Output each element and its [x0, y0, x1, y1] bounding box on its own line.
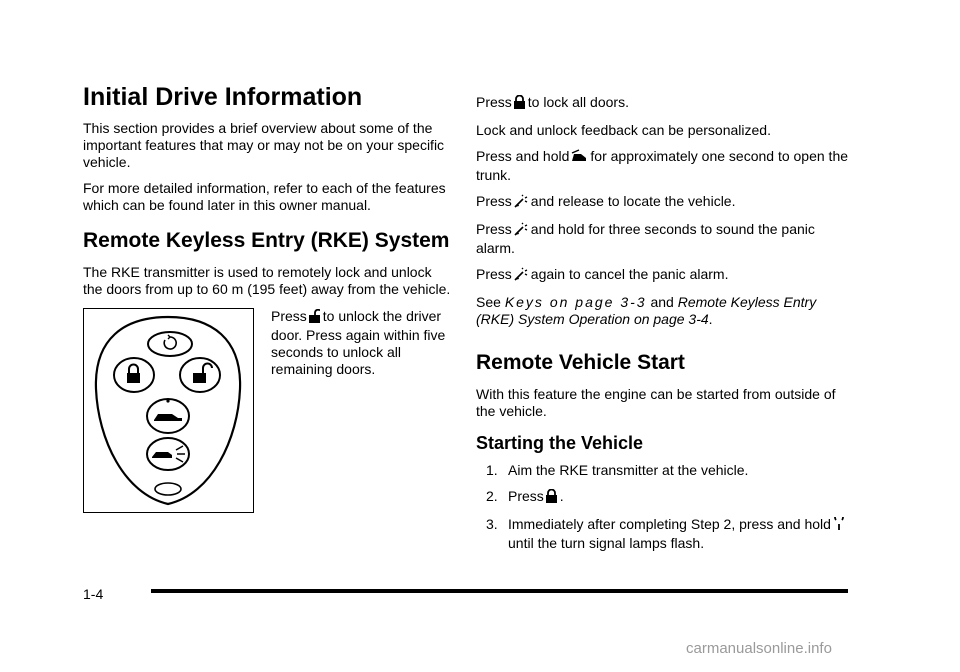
unlock-icon	[309, 309, 320, 327]
list-item: 1. Aim the RKE transmitter at the vehicle.	[486, 462, 749, 478]
lock-icon	[546, 489, 557, 507]
watermark: carmanualsonline.info	[686, 640, 832, 657]
rke-operation-link[interactable]: Remote Keyless Entry (RKE) System Operation on page 3-4	[476, 294, 817, 327]
locate-instruction: Press and release to locate the vehicle.	[476, 193, 856, 212]
remote-start-paragraph: With this feature the engine can be started from outside of the vehicle.	[476, 386, 836, 419]
trunk-icon	[571, 149, 587, 167]
remote-start-icon	[833, 517, 845, 535]
feedback-paragraph: Lock and unlock feedback can be personalized.	[476, 122, 771, 138]
rke-heading: Remote Keyless Entry (RKE) System	[83, 229, 450, 252]
lock-instruction: Press to lock all doors.	[476, 94, 856, 113]
see-also-paragraph: See Keys on page 3-3 and Remote Keyless Entry (RKE) System Operation on page 3-4.	[476, 294, 817, 327]
list-item: 2. Press .	[476, 488, 856, 507]
starting-steps-list	[476, 462, 856, 552]
right-column	[476, 94, 856, 561]
page-number: 1-4	[83, 586, 104, 602]
remote-start-heading: Remote Vehicle Start	[476, 351, 685, 374]
footer-rule	[151, 589, 848, 593]
intro-paragraph-2: For more detailed information, refer to each of the features which can be found later in this owner manual.	[83, 180, 446, 213]
rke-paragraph: The RKE transmitter is used to remotely lock and unlock the doors from up to 60 m (195 feet) away from the vehicle.	[83, 264, 451, 297]
panic-icon	[514, 267, 528, 285]
trunk-instruction: Press and hold for approximately one second to open the trunk.	[476, 148, 849, 183]
left-column	[83, 82, 453, 518]
key-fob-illustration	[83, 308, 254, 513]
panic-icon	[514, 222, 528, 240]
cancel-instruction: Press again to cancel the panic alarm.	[476, 266, 856, 285]
intro-paragraph-1: This section provides a brief overview about some of the important features that may or may not be on your specific vehicle.	[83, 120, 445, 170]
panic-icon	[514, 194, 528, 212]
panic-instruction: Press and hold for three seconds to sound the panic alarm.	[476, 221, 815, 256]
unlock-instruction: Press to unlock the driver door. Press again within five seconds to unlock all remaining doors.	[271, 308, 446, 377]
lock-icon	[514, 95, 525, 113]
keys-link[interactable]: Keys on page 3-3	[504, 294, 647, 310]
list-item: 3. Immediately after completing Step 2, press and holduntil the turn signal lamps flash.	[476, 516, 856, 552]
page-title: Initial Drive Information	[83, 83, 363, 111]
key-fob-icon	[84, 309, 252, 511]
starting-vehicle-heading: Starting the Vehicle	[476, 433, 644, 453]
rke-figure-row	[83, 308, 453, 518]
